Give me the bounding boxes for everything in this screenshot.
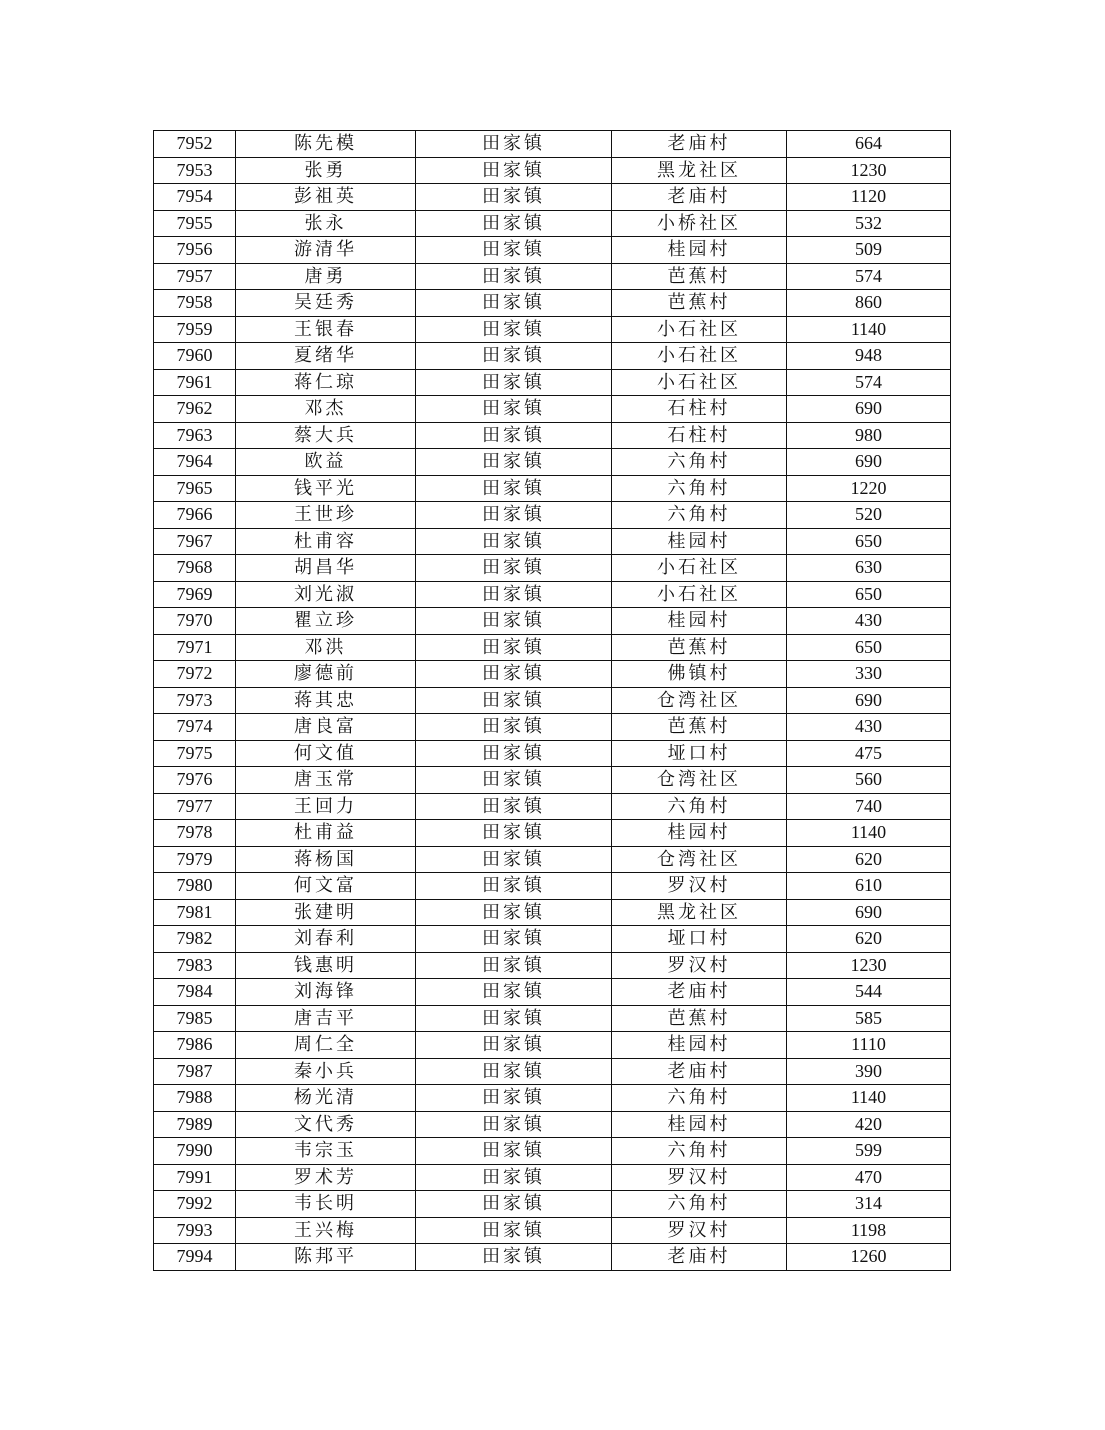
amount-cell: 509 — [787, 237, 951, 264]
person-name-cell: 瞿立珍 — [236, 608, 416, 635]
row-number-cell: 7977 — [154, 793, 236, 820]
row-number-cell: 7967 — [154, 528, 236, 555]
person-name-cell: 欧益 — [236, 449, 416, 476]
amount-cell: 1140 — [787, 820, 951, 847]
person-name-cell: 杜甫益 — [236, 820, 416, 847]
village-cell: 桂园村 — [612, 1111, 787, 1138]
person-name-cell: 王世珍 — [236, 502, 416, 529]
row-number-cell: 7965 — [154, 475, 236, 502]
table-row — [154, 793, 951, 820]
table-row — [154, 979, 951, 1006]
table-row — [154, 873, 951, 900]
row-number-cell: 7963 — [154, 422, 236, 449]
table-row — [154, 316, 951, 343]
amount-cell: 574 — [787, 369, 951, 396]
person-name-cell: 刘光淑 — [236, 581, 416, 608]
person-name-cell: 吴廷秀 — [236, 290, 416, 317]
person-name-cell: 刘春利 — [236, 926, 416, 953]
table-row — [154, 581, 951, 608]
amount-cell: 470 — [787, 1164, 951, 1191]
town-cell: 田家镇 — [416, 581, 612, 608]
row-number-cell: 7970 — [154, 608, 236, 635]
table-row — [154, 634, 951, 661]
person-name-cell: 钱平光 — [236, 475, 416, 502]
town-cell: 田家镇 — [416, 422, 612, 449]
row-number-cell: 7978 — [154, 820, 236, 847]
village-cell: 桂园村 — [612, 528, 787, 555]
row-number-cell: 7953 — [154, 157, 236, 184]
amount-cell: 390 — [787, 1058, 951, 1085]
village-cell: 罗汉村 — [612, 952, 787, 979]
village-cell: 六角村 — [612, 502, 787, 529]
row-number-cell: 7994 — [154, 1244, 236, 1271]
row-number-cell: 7988 — [154, 1085, 236, 1112]
table-row — [154, 263, 951, 290]
amount-cell: 650 — [787, 528, 951, 555]
amount-cell: 1198 — [787, 1217, 951, 1244]
person-name-cell: 张勇 — [236, 157, 416, 184]
town-cell: 田家镇 — [416, 396, 612, 423]
row-number-cell: 7972 — [154, 661, 236, 688]
town-cell: 田家镇 — [416, 1005, 612, 1032]
amount-cell: 430 — [787, 714, 951, 741]
amount-cell: 610 — [787, 873, 951, 900]
row-number-cell: 7974 — [154, 714, 236, 741]
village-cell: 老庙村 — [612, 1058, 787, 1085]
amount-cell: 620 — [787, 926, 951, 953]
amount-cell: 544 — [787, 979, 951, 1006]
person-name-cell: 秦小兵 — [236, 1058, 416, 1085]
town-cell: 田家镇 — [416, 1191, 612, 1218]
row-number-cell: 7973 — [154, 687, 236, 714]
town-cell: 田家镇 — [416, 1164, 612, 1191]
row-number-cell: 7961 — [154, 369, 236, 396]
village-cell: 罗汉村 — [612, 1217, 787, 1244]
town-cell: 田家镇 — [416, 502, 612, 529]
person-name-cell: 游清华 — [236, 237, 416, 264]
village-cell: 芭蕉村 — [612, 1005, 787, 1032]
town-cell: 田家镇 — [416, 634, 612, 661]
row-number-cell: 7993 — [154, 1217, 236, 1244]
village-cell: 芭蕉村 — [612, 714, 787, 741]
person-name-cell: 王回力 — [236, 793, 416, 820]
town-cell: 田家镇 — [416, 661, 612, 688]
amount-cell: 690 — [787, 899, 951, 926]
town-cell: 田家镇 — [416, 1085, 612, 1112]
table-row — [154, 1032, 951, 1059]
table-row — [154, 528, 951, 555]
amount-cell: 1110 — [787, 1032, 951, 1059]
row-number-cell: 7980 — [154, 873, 236, 900]
table-row — [154, 926, 951, 953]
person-name-cell: 罗术芳 — [236, 1164, 416, 1191]
person-name-cell: 唐良富 — [236, 714, 416, 741]
person-name-cell: 蒋其忠 — [236, 687, 416, 714]
amount-cell: 690 — [787, 449, 951, 476]
amount-cell: 585 — [787, 1005, 951, 1032]
town-cell: 田家镇 — [416, 820, 612, 847]
row-number-cell: 7960 — [154, 343, 236, 370]
town-cell: 田家镇 — [416, 714, 612, 741]
person-name-cell: 陈邦平 — [236, 1244, 416, 1271]
village-cell: 芭蕉村 — [612, 634, 787, 661]
row-number-cell: 7962 — [154, 396, 236, 423]
village-cell: 小石社区 — [612, 581, 787, 608]
town-cell: 田家镇 — [416, 608, 612, 635]
village-cell: 六角村 — [612, 475, 787, 502]
row-number-cell: 7957 — [154, 263, 236, 290]
village-cell: 六角村 — [612, 1085, 787, 1112]
town-cell: 田家镇 — [416, 979, 612, 1006]
row-number-cell: 7984 — [154, 979, 236, 1006]
village-cell: 垭口村 — [612, 926, 787, 953]
amount-cell: 1260 — [787, 1244, 951, 1271]
table-row — [154, 369, 951, 396]
person-name-cell: 王银春 — [236, 316, 416, 343]
row-number-cell: 7966 — [154, 502, 236, 529]
amount-cell: 948 — [787, 343, 951, 370]
person-name-cell: 夏绪华 — [236, 343, 416, 370]
village-cell: 六角村 — [612, 1191, 787, 1218]
village-cell: 老庙村 — [612, 184, 787, 211]
table-row — [154, 237, 951, 264]
town-cell: 田家镇 — [416, 263, 612, 290]
row-number-cell: 7981 — [154, 899, 236, 926]
row-number-cell: 7983 — [154, 952, 236, 979]
person-name-cell: 唐勇 — [236, 263, 416, 290]
town-cell: 田家镇 — [416, 157, 612, 184]
table-row — [154, 767, 951, 794]
village-cell: 垭口村 — [612, 740, 787, 767]
table-row — [154, 1058, 951, 1085]
person-name-cell: 蔡大兵 — [236, 422, 416, 449]
table-row — [154, 1111, 951, 1138]
person-name-cell: 唐吉平 — [236, 1005, 416, 1032]
town-cell: 田家镇 — [416, 1111, 612, 1138]
person-name-cell: 杜甫容 — [236, 528, 416, 555]
town-cell: 田家镇 — [416, 740, 612, 767]
table-row — [154, 820, 951, 847]
table-row — [154, 1191, 951, 1218]
table-row — [154, 661, 951, 688]
town-cell: 田家镇 — [416, 343, 612, 370]
village-cell: 六角村 — [612, 449, 787, 476]
row-number-cell: 7975 — [154, 740, 236, 767]
row-number-cell: 7982 — [154, 926, 236, 953]
table-row — [154, 131, 951, 158]
village-cell: 佛镇村 — [612, 661, 787, 688]
row-number-cell: 7955 — [154, 210, 236, 237]
town-cell: 田家镇 — [416, 131, 612, 158]
row-number-cell: 7956 — [154, 237, 236, 264]
person-name-cell: 何文值 — [236, 740, 416, 767]
row-number-cell: 7971 — [154, 634, 236, 661]
town-cell: 田家镇 — [416, 555, 612, 582]
village-cell: 桂园村 — [612, 820, 787, 847]
row-number-cell: 7976 — [154, 767, 236, 794]
roster-table-body — [154, 131, 951, 1271]
village-cell: 小石社区 — [612, 316, 787, 343]
village-cell: 老庙村 — [612, 979, 787, 1006]
town-cell: 田家镇 — [416, 899, 612, 926]
table-row — [154, 1085, 951, 1112]
table-row — [154, 210, 951, 237]
village-cell: 石柱村 — [612, 396, 787, 423]
amount-cell: 740 — [787, 793, 951, 820]
table-row — [154, 555, 951, 582]
person-name-cell: 周仁全 — [236, 1032, 416, 1059]
village-cell: 罗汉村 — [612, 1164, 787, 1191]
town-cell: 田家镇 — [416, 793, 612, 820]
amount-cell: 620 — [787, 846, 951, 873]
person-name-cell: 张建明 — [236, 899, 416, 926]
village-cell: 六角村 — [612, 793, 787, 820]
person-name-cell: 邓杰 — [236, 396, 416, 423]
table-row — [154, 1138, 951, 1165]
person-name-cell: 邓洪 — [236, 634, 416, 661]
row-number-cell: 7954 — [154, 184, 236, 211]
amount-cell: 599 — [787, 1138, 951, 1165]
town-cell: 田家镇 — [416, 687, 612, 714]
table-row — [154, 343, 951, 370]
village-cell: 桂园村 — [612, 1032, 787, 1059]
table-row — [154, 1244, 951, 1271]
person-name-cell: 刘海锋 — [236, 979, 416, 1006]
village-cell: 罗汉村 — [612, 873, 787, 900]
table-row — [154, 449, 951, 476]
person-name-cell: 文代秀 — [236, 1111, 416, 1138]
village-cell: 芭蕉村 — [612, 290, 787, 317]
town-cell: 田家镇 — [416, 290, 612, 317]
table-row — [154, 184, 951, 211]
town-cell: 田家镇 — [416, 846, 612, 873]
row-number-cell: 7968 — [154, 555, 236, 582]
table-row — [154, 608, 951, 635]
amount-cell: 650 — [787, 634, 951, 661]
row-number-cell: 7952 — [154, 131, 236, 158]
town-cell: 田家镇 — [416, 237, 612, 264]
person-name-cell: 钱惠明 — [236, 952, 416, 979]
row-number-cell: 7969 — [154, 581, 236, 608]
row-number-cell: 7964 — [154, 449, 236, 476]
amount-cell: 560 — [787, 767, 951, 794]
table-row — [154, 899, 951, 926]
row-number-cell: 7985 — [154, 1005, 236, 1032]
town-cell: 田家镇 — [416, 210, 612, 237]
person-name-cell: 廖德前 — [236, 661, 416, 688]
person-name-cell: 杨光清 — [236, 1085, 416, 1112]
person-name-cell: 彭祖英 — [236, 184, 416, 211]
village-cell: 六角村 — [612, 1138, 787, 1165]
amount-cell: 690 — [787, 396, 951, 423]
village-cell: 老庙村 — [612, 1244, 787, 1271]
table-row — [154, 396, 951, 423]
town-cell: 田家镇 — [416, 1032, 612, 1059]
amount-cell: 430 — [787, 608, 951, 635]
village-cell: 桂园村 — [612, 237, 787, 264]
town-cell: 田家镇 — [416, 1138, 612, 1165]
amount-cell: 650 — [787, 581, 951, 608]
village-cell: 小石社区 — [612, 369, 787, 396]
table-row — [154, 157, 951, 184]
row-number-cell: 7991 — [154, 1164, 236, 1191]
town-cell: 田家镇 — [416, 369, 612, 396]
town-cell: 田家镇 — [416, 316, 612, 343]
table-row — [154, 714, 951, 741]
table-row — [154, 687, 951, 714]
village-cell: 仓湾社区 — [612, 767, 787, 794]
table-row — [154, 475, 951, 502]
amount-cell: 860 — [787, 290, 951, 317]
amount-cell: 314 — [787, 1191, 951, 1218]
person-name-cell: 蒋杨国 — [236, 846, 416, 873]
town-cell: 田家镇 — [416, 184, 612, 211]
table-row — [154, 1164, 951, 1191]
person-name-cell: 唐玉常 — [236, 767, 416, 794]
table-row — [154, 952, 951, 979]
town-cell: 田家镇 — [416, 926, 612, 953]
table-row — [154, 422, 951, 449]
table-row — [154, 502, 951, 529]
row-number-cell: 7989 — [154, 1111, 236, 1138]
village-cell: 芭蕉村 — [612, 263, 787, 290]
person-name-cell: 王兴梅 — [236, 1217, 416, 1244]
amount-cell: 1120 — [787, 184, 951, 211]
person-name-cell: 胡昌华 — [236, 555, 416, 582]
person-name-cell: 韦宗玉 — [236, 1138, 416, 1165]
amount-cell: 330 — [787, 661, 951, 688]
amount-cell: 630 — [787, 555, 951, 582]
village-cell: 黑龙社区 — [612, 899, 787, 926]
table-row — [154, 846, 951, 873]
amount-cell: 420 — [787, 1111, 951, 1138]
amount-cell: 1140 — [787, 316, 951, 343]
row-number-cell: 7987 — [154, 1058, 236, 1085]
amount-cell: 1220 — [787, 475, 951, 502]
village-cell: 仓湾社区 — [612, 687, 787, 714]
town-cell: 田家镇 — [416, 952, 612, 979]
row-number-cell: 7986 — [154, 1032, 236, 1059]
amount-cell: 574 — [787, 263, 951, 290]
amount-cell: 980 — [787, 422, 951, 449]
village-cell: 黑龙社区 — [612, 157, 787, 184]
village-cell: 桂园村 — [612, 608, 787, 635]
row-number-cell: 7990 — [154, 1138, 236, 1165]
village-cell: 仓湾社区 — [612, 846, 787, 873]
village-cell: 石柱村 — [612, 422, 787, 449]
village-cell: 小桥社区 — [612, 210, 787, 237]
town-cell: 田家镇 — [416, 873, 612, 900]
person-name-cell: 蒋仁琼 — [236, 369, 416, 396]
town-cell: 田家镇 — [416, 767, 612, 794]
amount-cell: 690 — [787, 687, 951, 714]
table-row — [154, 290, 951, 317]
person-name-cell: 韦长明 — [236, 1191, 416, 1218]
roster-table — [153, 130, 951, 1271]
town-cell: 田家镇 — [416, 1244, 612, 1271]
town-cell: 田家镇 — [416, 1058, 612, 1085]
town-cell: 田家镇 — [416, 449, 612, 476]
town-cell: 田家镇 — [416, 528, 612, 555]
table-row — [154, 740, 951, 767]
row-number-cell: 7979 — [154, 846, 236, 873]
person-name-cell: 张永 — [236, 210, 416, 237]
town-cell: 田家镇 — [416, 1217, 612, 1244]
row-number-cell: 7958 — [154, 290, 236, 317]
row-number-cell: 7992 — [154, 1191, 236, 1218]
amount-cell: 520 — [787, 502, 951, 529]
amount-cell: 1230 — [787, 157, 951, 184]
amount-cell: 532 — [787, 210, 951, 237]
amount-cell: 1140 — [787, 1085, 951, 1112]
person-name-cell: 陈先模 — [236, 131, 416, 158]
village-cell: 小石社区 — [612, 555, 787, 582]
town-cell: 田家镇 — [416, 475, 612, 502]
village-cell: 老庙村 — [612, 131, 787, 158]
table-row — [154, 1005, 951, 1032]
amount-cell: 1230 — [787, 952, 951, 979]
row-number-cell: 7959 — [154, 316, 236, 343]
person-name-cell: 何文富 — [236, 873, 416, 900]
table-row — [154, 1217, 951, 1244]
village-cell: 小石社区 — [612, 343, 787, 370]
amount-cell: 664 — [787, 131, 951, 158]
amount-cell: 475 — [787, 740, 951, 767]
